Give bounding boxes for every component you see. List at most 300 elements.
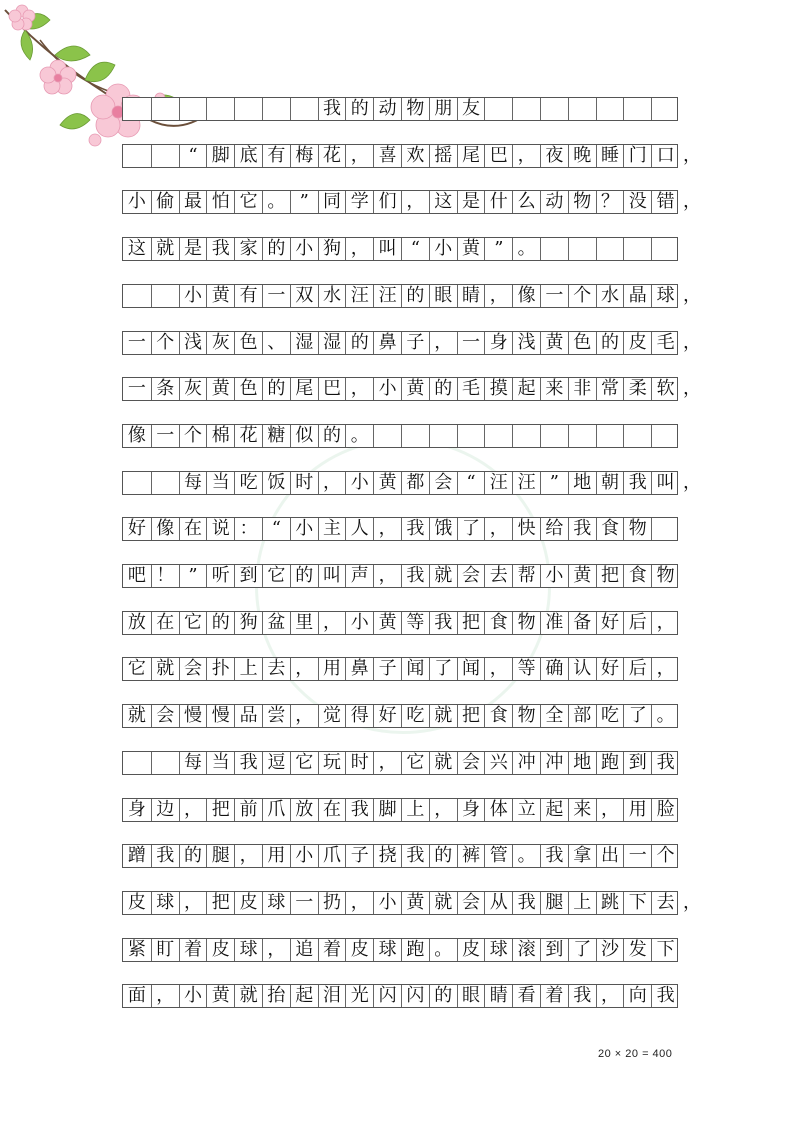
grid-cell: 体 — [484, 799, 512, 821]
grid-cell: 巴 — [484, 145, 512, 167]
grid-cell: 我 — [234, 752, 262, 774]
grid-cell: 时 — [290, 472, 318, 494]
grid-cell: 黄 — [206, 985, 234, 1007]
grid-cell: 我 — [401, 845, 429, 867]
grid-cell: 声 — [345, 565, 373, 587]
grid-cell: 时 — [345, 752, 373, 774]
grid-cell: 吧 — [127, 565, 146, 586]
grid-cell: 尾 — [290, 378, 318, 400]
grid-cell: 逗 — [262, 752, 290, 774]
grid-cell: 从 — [484, 892, 512, 914]
grid-cell: 爪 — [262, 799, 290, 821]
grid-cell: 了 — [429, 658, 457, 680]
grid-cell: 了 — [568, 939, 596, 961]
grid-cell: 抬 — [262, 985, 290, 1007]
grid-cell: 叫 — [318, 565, 346, 587]
grid-cell: 棉 — [206, 425, 234, 447]
grid-cell — [596, 238, 624, 260]
grid-cell: 皮 — [206, 939, 234, 961]
grid-cell: 我 — [568, 985, 596, 1007]
grid-cell: 学 — [345, 191, 373, 213]
grid-cell: 浅 — [179, 332, 207, 354]
grid-cell: 最 — [179, 191, 207, 213]
grid-cell: 着 — [179, 939, 207, 961]
grid-cell: 扑 — [206, 658, 234, 680]
grid-cell: 尝 — [262, 705, 290, 727]
grid-cell: 脸 — [651, 799, 679, 821]
grid-cell: ， — [429, 799, 457, 821]
grid-cell: 的 — [429, 378, 457, 400]
grid-cell: 常 — [596, 378, 624, 400]
grid-cell: ， — [345, 378, 373, 400]
grid-cell — [540, 425, 568, 447]
grid-cell: 食 — [484, 705, 512, 727]
title-row — [122, 97, 678, 121]
grid-row — [122, 657, 678, 681]
grid-cell: 它 — [127, 658, 146, 680]
grid-cell: 上 — [234, 658, 262, 680]
grid-cell: 黄 — [401, 892, 429, 914]
grid-cell: 泪 — [318, 985, 346, 1007]
grid-cell: 没 — [623, 191, 651, 213]
grid-cell: 朝 — [596, 472, 624, 494]
grid-cell: 物 — [512, 705, 540, 727]
grid-cell: 子 — [345, 845, 373, 867]
grid-cell: 的 — [596, 332, 624, 354]
grid-cell: 是 — [457, 191, 485, 213]
grid-cell: 个 — [651, 845, 679, 867]
grid-cell: 睛 — [484, 985, 512, 1007]
grid-cell: “ — [457, 472, 485, 494]
grid-cell: 黄 — [373, 472, 401, 494]
grid-cell: 家 — [234, 238, 262, 260]
grid-cell: 小 — [373, 378, 401, 400]
grid-cell: 湿 — [318, 332, 346, 354]
grid-cell: 我 — [345, 799, 373, 821]
grid-cell: 会 — [179, 658, 207, 680]
grid-cell: 起 — [540, 799, 568, 821]
grid-cell: 汪 — [373, 285, 401, 307]
grid-cell: 准 — [540, 612, 568, 634]
grid-cell — [123, 145, 151, 167]
grid-cell: 软 — [651, 378, 679, 400]
grid-cell — [290, 98, 318, 120]
grid-cell: 会 — [457, 752, 485, 774]
grid-cell: 身 — [457, 799, 485, 821]
grid-cell — [123, 752, 151, 774]
grid-cell: 它 — [179, 612, 207, 634]
grid-cell: 浅 — [512, 332, 540, 354]
grid-cell: 当 — [206, 752, 234, 774]
grid-cell: 小 — [429, 238, 457, 260]
word-count-label: 20 × 20 = 400 — [598, 1048, 673, 1060]
grid-cell: 的 — [401, 285, 429, 307]
grid-cell: 跑 — [401, 939, 429, 961]
grid-cell: 。 — [345, 425, 373, 447]
grid-cell: 偷 — [151, 191, 179, 213]
grid-cell: 帮 — [512, 565, 540, 587]
grid-cell: 闻 — [457, 658, 485, 680]
grid-cell: 认 — [568, 658, 596, 680]
grid-cell: 来 — [540, 378, 568, 400]
grid-cell: 错 — [651, 191, 679, 213]
grid-cell: 。 — [429, 939, 457, 961]
grid-cell: 毛 — [651, 332, 679, 354]
grid-cell: ， — [290, 658, 318, 680]
grid-cell: 球 — [373, 939, 401, 961]
grid-cell — [484, 425, 512, 447]
grid-cell: 夜 — [540, 145, 568, 167]
grid-cell: ” — [290, 191, 318, 213]
grid-cell: ， — [484, 518, 512, 540]
grid-cell: 每 — [179, 752, 207, 774]
grid-cell: 的 — [345, 98, 373, 120]
grid-cell: 。 — [262, 191, 290, 213]
grid-cell — [429, 425, 457, 447]
grid-cell: ， — [345, 145, 373, 167]
grid-cell: 起 — [512, 378, 540, 400]
grid-cell: 球 — [262, 892, 290, 914]
grid-cell: 盯 — [151, 939, 179, 961]
grid-cell: ， — [596, 799, 624, 821]
grid-cell: 皮 — [234, 892, 262, 914]
overflow-punctuation: ， — [683, 891, 701, 913]
grid-cell: 立 — [512, 799, 540, 821]
grid-cell: 沙 — [596, 939, 624, 961]
grid-cell: 我 — [568, 518, 596, 540]
grid-cell: 似 — [290, 425, 318, 447]
grid-cell — [206, 98, 234, 120]
grid-cell: 身 — [127, 798, 146, 820]
grid-cell — [623, 425, 651, 447]
grid-cell: 黄 — [568, 565, 596, 587]
grid-cell — [651, 425, 679, 447]
grid-cell: 到 — [234, 565, 262, 587]
grid-cell: 来 — [568, 799, 596, 821]
grid-cell: 子 — [373, 658, 401, 680]
grid-cell: 睡 — [596, 145, 624, 167]
grid-cell: 把 — [457, 705, 485, 727]
grid-cell: 湿 — [290, 332, 318, 354]
grid-cell: 皮 — [345, 939, 373, 961]
grid-cell: 的 — [206, 612, 234, 634]
grid-cell: 了 — [457, 518, 485, 540]
grid-cell: 一 — [623, 845, 651, 867]
grid-cell: 等 — [401, 612, 429, 634]
grid-cell: 物 — [568, 191, 596, 213]
grid-cell — [123, 285, 151, 307]
grid-cell — [373, 425, 401, 447]
grid-cell: 当 — [206, 472, 234, 494]
grid-cell: 的 — [290, 565, 318, 587]
grid-cell: 球 — [651, 285, 679, 307]
grid-cell — [234, 98, 262, 120]
grid-cell: 小 — [345, 472, 373, 494]
grid-cell: 腿 — [540, 892, 568, 914]
grid-cell: 就 — [127, 705, 146, 727]
grid-cell: 的 — [179, 845, 207, 867]
grid-cell — [151, 98, 179, 120]
grid-cell: 把 — [596, 565, 624, 587]
grid-cell: 拿 — [568, 845, 596, 867]
grid-cell: 地 — [568, 472, 596, 494]
grid-cell: 水 — [318, 285, 346, 307]
grid-cell: 闻 — [401, 658, 429, 680]
grid-cell: 每 — [179, 472, 207, 494]
grid-cell: 物 — [401, 98, 429, 120]
grid-cell: 就 — [234, 985, 262, 1007]
overflow-punctuation: ， — [683, 284, 701, 306]
grid-cell: 摇 — [429, 145, 457, 167]
grid-cell: 就 — [429, 705, 457, 727]
grid-cell: ， — [318, 612, 346, 634]
grid-cell: “ — [401, 238, 429, 260]
grid-cell — [623, 98, 651, 120]
grid-cell: 球 — [234, 939, 262, 961]
grid-cell: 朋 — [429, 98, 457, 120]
grid-cell: 我 — [151, 845, 179, 867]
grid-cell: 底 — [234, 145, 262, 167]
grid-cell: 色 — [568, 332, 596, 354]
grid-cell: 品 — [234, 705, 262, 727]
grid-row — [122, 144, 701, 168]
grid-cell: 动 — [373, 98, 401, 120]
grid-cell: 有 — [234, 285, 262, 307]
grid-cell: ， — [373, 752, 401, 774]
grid-cell: 好 — [127, 518, 146, 540]
grid-cell: “ — [262, 518, 290, 540]
grid-cell: 睛 — [457, 285, 485, 307]
grid-cell: 物 — [512, 612, 540, 634]
grid-cell: 么 — [512, 191, 540, 213]
grid-cell: 就 — [429, 752, 457, 774]
grid-cell: 爪 — [318, 845, 346, 867]
grid-cell: 黄 — [540, 332, 568, 354]
grid-cell: 饿 — [429, 518, 457, 540]
grid-cell: ， — [373, 565, 401, 587]
grid-cell — [123, 98, 151, 120]
grid-cell: 。 — [512, 238, 540, 260]
grid-row — [122, 984, 678, 1008]
grid-cell: 同 — [318, 191, 346, 213]
grid-row — [122, 471, 701, 495]
grid-cell: 们 — [373, 191, 401, 213]
grid-cell: 欢 — [401, 145, 429, 167]
grid-cell: 后 — [623, 612, 651, 634]
grid-row — [122, 190, 701, 214]
grid-cell — [651, 238, 679, 260]
grid-cell: 会 — [457, 892, 485, 914]
grid-cell: ， — [234, 845, 262, 867]
grid-cell: 双 — [290, 285, 318, 307]
grid-cell: 眼 — [429, 285, 457, 307]
grid-cell: 给 — [540, 518, 568, 540]
grid-cell: 我 — [206, 238, 234, 260]
grid-cell — [596, 98, 624, 120]
grid-cell: ， — [262, 939, 290, 961]
composition-grid — [122, 97, 701, 1029]
grid-cell: 口 — [651, 145, 679, 167]
grid-cell: 滚 — [512, 939, 540, 961]
grid-cell: 去 — [262, 658, 290, 680]
grid-cell: ， — [484, 285, 512, 307]
grid-cell: 前 — [234, 799, 262, 821]
grid-cell: 黄 — [457, 238, 485, 260]
grid-cell: 兴 — [484, 752, 512, 774]
grid-cell: 它 — [234, 191, 262, 213]
grid-cell: 喜 — [373, 145, 401, 167]
grid-cell: 小 — [179, 985, 207, 1007]
grid-cell: 光 — [345, 985, 373, 1007]
grid-row — [122, 938, 678, 962]
grid-cell: 部 — [568, 705, 596, 727]
grid-cell: 皮 — [623, 332, 651, 354]
grid-cell — [151, 472, 179, 494]
grid-cell: 灰 — [179, 378, 207, 400]
grid-cell: 黄 — [206, 378, 234, 400]
grid-cell: 边 — [151, 799, 179, 821]
grid-row — [122, 237, 678, 261]
grid-cell: 柔 — [623, 378, 651, 400]
grid-cell: 食 — [484, 612, 512, 634]
grid-cell: 的 — [429, 985, 457, 1007]
grid-cell: 后 — [623, 658, 651, 680]
grid-cell: ， — [345, 238, 373, 260]
grid-cell: 小 — [290, 518, 318, 540]
grid-cell: ？ — [596, 191, 624, 213]
grid-cell: 巴 — [318, 378, 346, 400]
grid-row — [122, 424, 678, 448]
grid-row — [122, 284, 701, 308]
grid-cell: 一 — [127, 331, 146, 353]
grid-cell: 物 — [651, 565, 679, 587]
grid-cell: 放 — [290, 799, 318, 821]
grid-cell: 饭 — [262, 472, 290, 494]
grid-cell — [512, 425, 540, 447]
grid-cell — [401, 425, 429, 447]
grid-cell: 什 — [484, 191, 512, 213]
grid-cell: 管 — [484, 845, 512, 867]
grid-cell: 小 — [179, 285, 207, 307]
grid-cell: 到 — [623, 752, 651, 774]
grid-cell: ： — [234, 518, 262, 540]
grid-row — [122, 798, 678, 822]
grid-cell: 狗 — [318, 238, 346, 260]
grid-row — [122, 704, 678, 728]
grid-cell: 像 — [151, 518, 179, 540]
grid-cell: 友 — [457, 98, 485, 120]
grid-cell: 我 — [318, 98, 346, 120]
grid-cell: 去 — [651, 892, 679, 914]
grid-cell: 个 — [179, 425, 207, 447]
grid-cell: 叫 — [373, 238, 401, 260]
grid-cell: 地 — [568, 752, 596, 774]
grid-cell: 吃 — [234, 472, 262, 494]
grid-cell — [179, 98, 207, 120]
grid-cell: 是 — [179, 238, 207, 260]
grid-cell — [540, 98, 568, 120]
grid-row — [122, 891, 701, 915]
grid-cell: 色 — [234, 378, 262, 400]
grid-cell: 食 — [623, 565, 651, 587]
grid-cell: 我 — [512, 892, 540, 914]
overflow-punctuation: ， — [683, 144, 701, 166]
grid-cell: ” — [540, 472, 568, 494]
grid-cell: ， — [290, 705, 318, 727]
grid-cell — [457, 425, 485, 447]
grid-cell: 晶 — [623, 285, 651, 307]
grid-cell: 一 — [127, 378, 146, 400]
grid-cell — [568, 238, 596, 260]
grid-cell: 条 — [151, 378, 179, 400]
grid-cell: 好 — [373, 705, 401, 727]
grid-cell: 在 — [318, 799, 346, 821]
grid-cell: 出 — [596, 845, 624, 867]
grid-cell: 发 — [623, 939, 651, 961]
grid-cell: 身 — [484, 332, 512, 354]
grid-row — [122, 564, 678, 588]
grid-cell: 花 — [318, 145, 346, 167]
grid-cell: 听 — [206, 565, 234, 587]
grid-cell: 得 — [345, 705, 373, 727]
grid-cell: ， — [512, 145, 540, 167]
grid-cell — [151, 145, 179, 167]
grid-cell: 里 — [290, 612, 318, 634]
grid-row — [122, 844, 678, 868]
grid-row — [122, 331, 701, 355]
grid-cell: 鼻 — [345, 658, 373, 680]
grid-cell: 鼻 — [373, 332, 401, 354]
grid-cell: 冲 — [512, 752, 540, 774]
grid-cell: 的 — [345, 332, 373, 354]
grid-cell: 扔 — [318, 892, 346, 914]
grid-cell: 皮 — [457, 939, 485, 961]
grid-cell: 追 — [290, 939, 318, 961]
grid-cell: 觉 — [318, 705, 346, 727]
grid-cell: “ — [179, 145, 207, 167]
grid-cell: 梅 — [290, 145, 318, 167]
grid-cell: 脚 — [206, 145, 234, 167]
grid-cell: 了 — [623, 705, 651, 727]
grid-cell: 我 — [401, 518, 429, 540]
grid-cell: 灰 — [206, 332, 234, 354]
grid-cell: ， — [179, 892, 207, 914]
grid-cell: 用 — [262, 845, 290, 867]
grid-cell: 一 — [290, 892, 318, 914]
grid-cell: 小 — [540, 565, 568, 587]
grid-cell: 小 — [373, 892, 401, 914]
grid-cell: 玩 — [318, 752, 346, 774]
grid-cell: 物 — [623, 518, 651, 540]
grid-cell: 有 — [262, 145, 290, 167]
grid-cell: 一 — [151, 425, 179, 447]
grid-cell: 汪 — [345, 285, 373, 307]
grid-cell: 个 — [568, 285, 596, 307]
overflow-punctuation: ， — [683, 471, 701, 493]
grid-cell: 慢 — [206, 705, 234, 727]
grid-cell: 非 — [568, 378, 596, 400]
grid-cell: 上 — [568, 892, 596, 914]
grid-cell — [512, 98, 540, 120]
grid-cell: 裤 — [457, 845, 485, 867]
grid-cell: 慢 — [179, 705, 207, 727]
grid-cell: 在 — [151, 612, 179, 634]
grid-cell: 放 — [127, 611, 146, 633]
grid-cell: 把 — [206, 799, 234, 821]
grid-cell: 跑 — [596, 752, 624, 774]
grid-cell: 毛 — [457, 378, 485, 400]
grid-cell: 下 — [651, 939, 679, 961]
